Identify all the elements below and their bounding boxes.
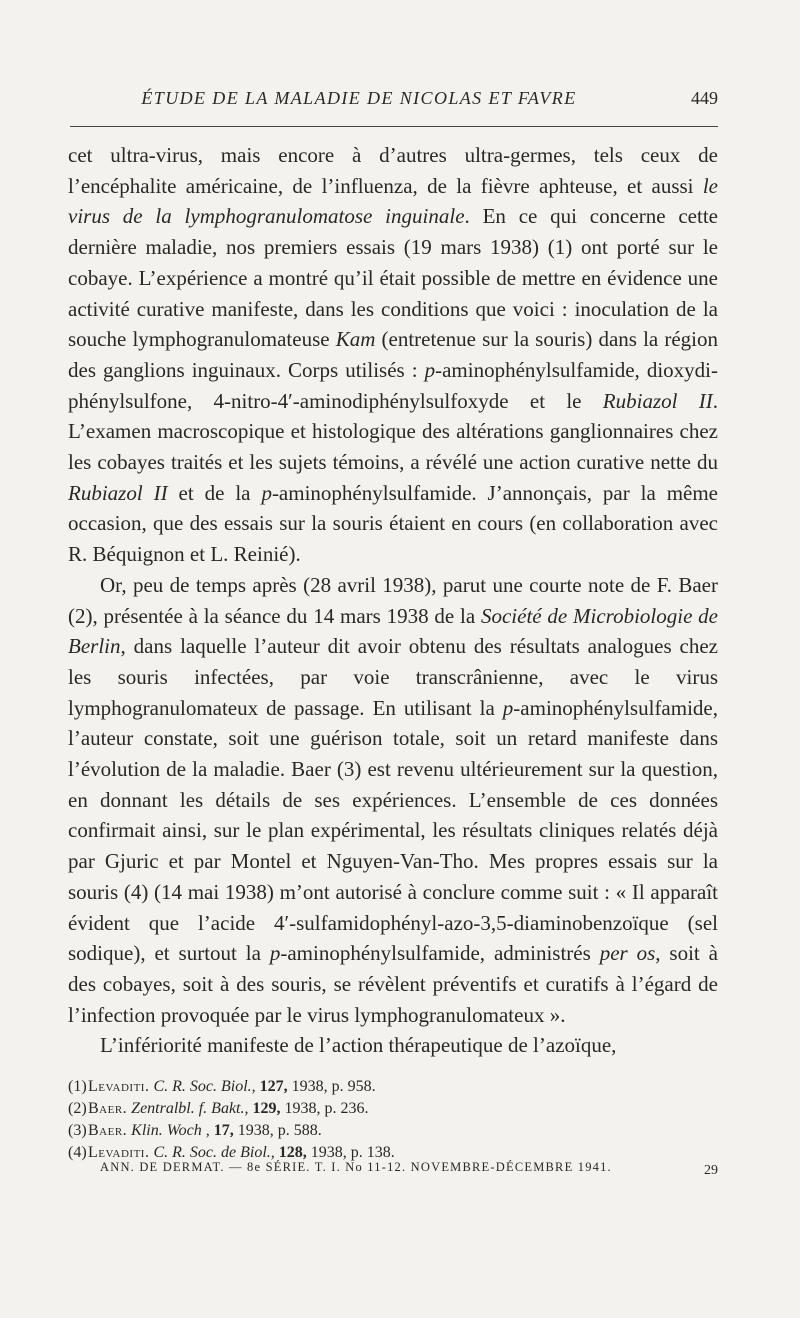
paragraph-3: [68, 1030, 718, 1061]
running-head: [70, 88, 718, 118]
footnote-2: [68, 1098, 718, 1120]
paragraph-1: [68, 140, 718, 570]
footnotes: [68, 1076, 718, 1164]
italic-text-segment: Kam: [335, 327, 376, 352]
text-segment: -aminophénylsulfamide, dioxydiphénylsulfone, 4-nitro-4′-aminodiphénylsulfoxyde et le: [68, 357, 718, 413]
journal-signature: ANN. DE DERMAT. — 8e SÉRIE. T. I. No 11-12. NOVEMBRE-DÉCEMBRE 1941.: [100, 1160, 612, 1174]
footnote-author: Levaditi.: [88, 1078, 150, 1095]
italic-text-segment: per os: [599, 941, 656, 966]
italic-text-segment: p: [502, 695, 514, 720]
text-segment: L’infériorité manifeste de l’action thérapeutique de l’azoïque,: [100, 1033, 617, 1058]
text-segment: -aminophénylsulfamide. J’annonçais, par la même occasion, que des essais sur la souris étaient en cours (en collaboration avec R. Béquignon et L. Reinié).: [68, 480, 719, 567]
italic-text-segment: p: [424, 357, 436, 382]
paragraph-2: [68, 570, 718, 1031]
text-segment: . L’examen macroscopique et histologique des altérations ganglionnaires chez les cobayes traités et les sujets témoins, a révélé une action curative nette du: [68, 388, 719, 475]
footnote-volume: 127,: [259, 1078, 288, 1095]
text-segment: Or, peu de temps après (28 avril 1938), parut une courte note de F. Baer (2), présentée à la séance du 14 mars 1938 de la: [68, 572, 718, 628]
text-segment: cet ultra-virus, mais encore à d’autres ultra-germes, tels ceux de l’encéphalite américaine, de l’influenza, de la fièvre aphteuse, et aussi: [68, 143, 718, 198]
italic-text-segment: Société de Microbiologie de Berlin: [68, 603, 719, 659]
footnote-volume: 129,: [252, 1100, 281, 1117]
footnote-volume: 17,: [213, 1122, 234, 1139]
page-number: 449: [691, 88, 718, 108]
italic-text-segment: Rubiazol II: [602, 388, 713, 413]
italic-text-segment: Rubiazol II: [68, 480, 168, 505]
body-text: [68, 140, 718, 1061]
italic-text-segment: p: [269, 941, 281, 966]
text-segment: , dans laquelle l’auteur dit avoir obtenu des résultats analogues chez les souris infectées, par voie transcrânienne, avec le virus lymphogranulomateux de passage. En utilisant la: [68, 634, 718, 720]
text-segment: , soit à des cobayes, soit à des souris, se révèlent préventifs et curatifs à l’égard de l’infection provoquée par le virus lymphogranulomateux ».: [68, 941, 718, 1027]
footnote-1: [68, 1076, 718, 1098]
footnote-journal: C. R. Soc. de Biol.,: [153, 1144, 275, 1161]
footnote-volume: 128,: [278, 1144, 307, 1161]
footnote-number: (3): [68, 1122, 87, 1139]
text-segment: . En ce qui concerne cette dernière maladie, nos premiers essais (19 mars 1938) (1) ont porté sur le cobaye. L’expérience a montré qu’il était possible de mettre en évidence une activité curative manifeste, dans les conditions que voici : inoculation de la souche lymphogranulomateuse: [68, 204, 718, 352]
footnote-author: Levaditi.: [88, 1144, 150, 1161]
footnote-reference: 1938, p. 236.: [284, 1100, 369, 1117]
footnote-reference: 1938, p. 138.: [310, 1144, 395, 1161]
footnote-number: (4): [68, 1144, 87, 1161]
footnote-3: [68, 1120, 718, 1142]
text-segment: -aminophénylsulfamide, administrés: [280, 941, 600, 966]
running-title: ÉTUDE DE LA MALADIE DE NICOLAS ET FAVRE: [141, 88, 577, 108]
footnote-number: (1): [68, 1078, 87, 1095]
text-segment: -aminophénylsulfamide, l’auteur constate, soit une guérison totale, soit un retard manifeste dans l’évolution de la maladie. Baer (3) est revenu ultérieurement sur la question, en donnant les détails de ses expériences. L’ensemble de ces données confirmait ainsi, sur le plan expérimental, les résultats cliniques relatés déjà par Gjuric et par Montel et Nguyen-Van-Tho. Mes propres essais sur la souris (4) (14 mai 1938) m’ont autorisé à conclure comme suit : « Il apparaît évident que l’acide 4′-sulfamidophényl-azo-3,5-diaminobenzoïque (sel sodique), et surtout la: [68, 695, 718, 966]
footnote-reference: 1938, p. 588.: [237, 1122, 322, 1139]
sheet-number: 29: [704, 1163, 718, 1178]
text-segment: (entretenue sur la souris) dans la région des ganglions inguinaux. Corps utilisés :: [68, 327, 718, 382]
footnote-journal: C. R. Soc. Biol.,: [153, 1078, 256, 1095]
footnote-number: (2): [68, 1100, 87, 1117]
footnote-journal: Zentralbl. f. Bakt.,: [131, 1100, 249, 1117]
header-rule: [70, 126, 718, 127]
footnote-author: Baer.: [88, 1100, 128, 1117]
italic-text-segment: le virus de la lymphogranulomatose inguinale: [68, 173, 718, 229]
text-segment: et de la: [167, 480, 262, 505]
printer-signature-line: [100, 1160, 718, 1180]
footnote-author: Baer.: [88, 1122, 128, 1139]
italic-text-segment: p: [261, 480, 272, 505]
footnote-journal: Klin. Woch ,: [131, 1122, 210, 1139]
footnote-reference: 1938, p. 958.: [291, 1078, 376, 1095]
